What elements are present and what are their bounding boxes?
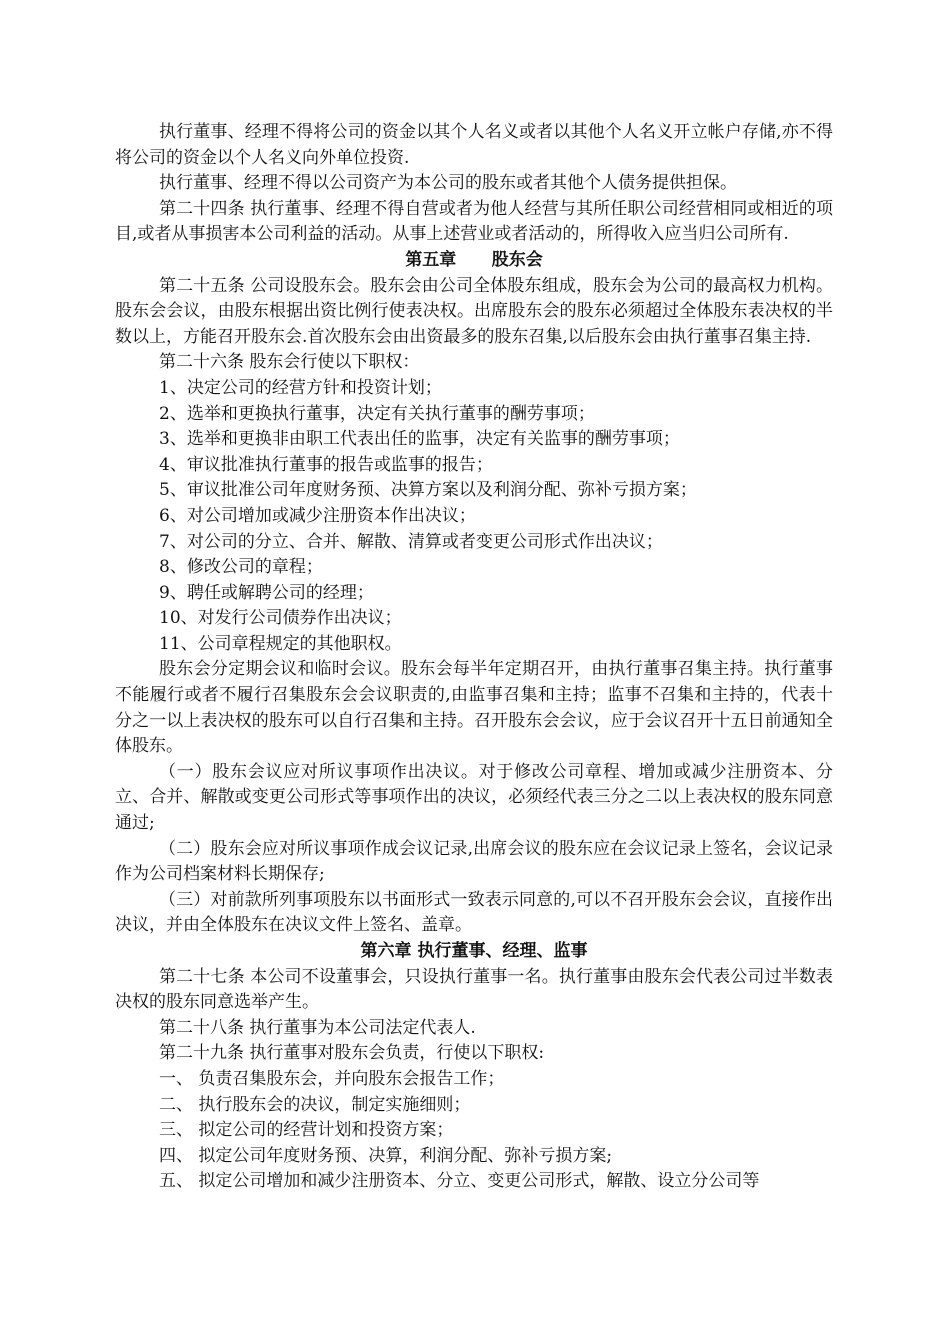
- paragraph: 第二十九条 执行董事对股东会负责，行使以下职权:: [159, 1043, 545, 1064]
- paragraph: （一）股东会议应对所议事项作出决议。对于修改公司章程、增加或减少注册资本、分立、合并、解散或变更公司形式等事项作出的决议，必须经代表三分之二以上表决权的股东同意通过;: [115, 761, 833, 834]
- chapter-heading: 第五章 股东会: [405, 249, 543, 270]
- list-item: 4、审议批准执行董事的报告或监事的报告；: [159, 454, 493, 475]
- list-item: 三、 拟定公司的经营计划和投资方案；: [159, 1120, 454, 1141]
- list-item: 五、 拟定公司增加和减少注册资本、分立、变更公司形式，解散、设立分公司等: [159, 1171, 760, 1192]
- list-item: 6、对公司增加或减少注册资本作出决议；: [159, 505, 476, 526]
- chapter-heading: 第六章 执行董事、经理、监事: [360, 941, 588, 961]
- list-item: 8、修改公司的章程；: [159, 557, 323, 578]
- paragraph: （三）对前款所列事项股东以书面形式一致表示同意的,可以不召开股东会会议，直接作出决议，并由全体股东在决议文件上签名、盖章。: [115, 889, 833, 936]
- paragraph: （二）股东会应对所议事项作成会议记录,出席会议的股东应在会议记录上签名，会议记录作为公司档案材料长期保存;: [115, 838, 833, 885]
- list-item: 5、审议批准公司年度财务预、决算方案以及利润分配、弥补亏损方案；: [159, 480, 697, 501]
- list-item: 2、选举和更换执行董事，决定有关执行董事的酬劳事项；: [159, 403, 595, 424]
- list-item: 7、对公司的分立、合并、解散、清算或者变更公司形式作出决议；: [159, 531, 663, 552]
- paragraph: 执行董事、经理不得以公司资产为本公司的股东或者其他个人债务提供担保。: [159, 173, 737, 194]
- list-item: 二、 执行股东会的决议，制定实施细则；: [159, 1094, 471, 1115]
- list-item: 10、对发行公司债券作出决议；: [159, 608, 402, 629]
- list-item: 1、决定公司的经营方针和投资计划；: [159, 377, 442, 398]
- list-item: 一、 负责召集股东会，并向股东会报告工作；: [159, 1068, 505, 1089]
- list-item: 9、聘任或解聘公司的经理；: [159, 582, 374, 603]
- document-page: [115, 120, 833, 1195]
- paragraph: 第二十四条 执行董事、经理不得自营或者为他人经营与其所任职公司经营相同或相近的项目,或者从事损害本公司利益的活动。从事上述营业或者活动的，所得收入应当归公司所有.: [115, 198, 833, 245]
- paragraph: 第二十六条 股东会行使以下职权：: [159, 352, 420, 373]
- list-item: 11、公司章程规定的其他职权。: [159, 633, 402, 654]
- paragraph: 股东会分定期会议和临时会议。股东会每半年定期召开，由执行董事召集主持。执行董事不能履行或者不履行召集股东会会议职责的,由监事召集和主持；监事不召集和主持的，代表十分之一以上表决权的股东可以自行召集和主持。召开股东会会议，应于会议召开十五日前通知全体股东。: [115, 659, 833, 757]
- list-item: 四、 拟定公司年度财务预、决算，利润分配、弥补亏损方案;: [159, 1145, 613, 1166]
- paragraph: 第二十八条 执行董事为本公司法定代表人.: [159, 1017, 476, 1038]
- list-item: 3、选举和更换非由职工代表出任的监事，决定有关监事的酬劳事项；: [159, 429, 680, 450]
- paragraph: 第二十七条 本公司不设董事会，只设执行董事一名。执行董事由股东会代表公司过半数表决权的股东同意选举产生。: [115, 966, 833, 1013]
- paragraph: 第二十五条 公司设股东会。股东会由公司全体股东组成，股东会为公司的最高权力机构。股东会会议，由股东根据出资比例行使表决权。出席股东会的股东必须超过全体股东表决权的半数以上，方能召开股东会.首次股东会由出资最多的股东召集,以后股东会由执行董事召集主持.: [115, 275, 833, 347]
- paragraph: 执行董事、经理不得将公司的资金以其个人名义或者以其他个人名义开立帐户存储,亦不得将公司的资金以个人名义向外单位投资.: [115, 122, 833, 168]
